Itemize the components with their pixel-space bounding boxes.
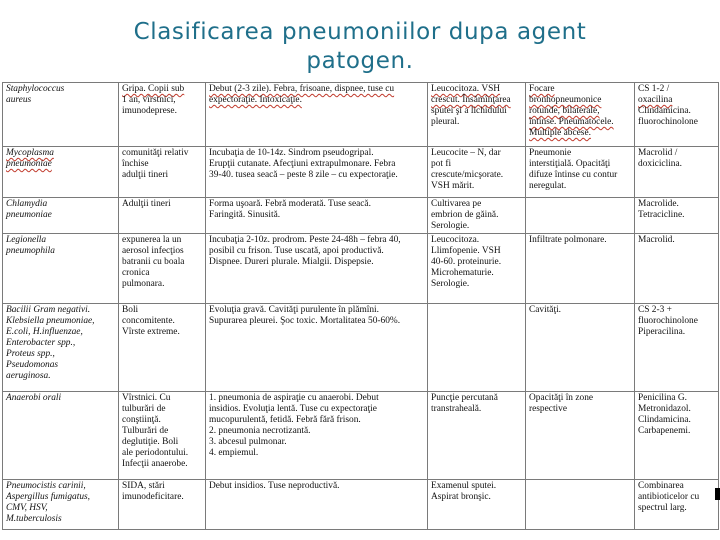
cell-line: rotunde, bilaterale, bbox=[529, 106, 600, 116]
cell-line: SIDA, stări bbox=[122, 481, 165, 491]
radiology-cell bbox=[526, 392, 635, 480]
cell-line: 39-40. tusea seacă – peste 8 zile – cu expectoraţie. bbox=[209, 170, 398, 180]
cell-line: Macrolide. bbox=[638, 199, 679, 209]
cell-line: Metronidazol. bbox=[638, 404, 691, 414]
radiology-cell bbox=[526, 83, 635, 147]
table-row bbox=[3, 304, 719, 392]
clinical-cell bbox=[206, 304, 428, 392]
cell-line: Legionella bbox=[6, 235, 47, 245]
cell-line: concomitente. bbox=[122, 316, 175, 326]
cell-line: Dispnee. Dureri plurale. Mialgii. Dispepsie. bbox=[209, 257, 374, 267]
cell-line: M.tuberculosis bbox=[6, 514, 62, 524]
cell-line: Vîrste extreme. bbox=[122, 327, 180, 337]
cell-line: CMV, HSV, bbox=[6, 503, 48, 513]
cell-line: aerosol infecţios bbox=[122, 246, 184, 256]
cell-line: 1 an, vîrstnici, bbox=[122, 95, 176, 105]
cell-line: interstiţială. Opacităţi bbox=[529, 159, 611, 169]
agent-cell bbox=[3, 198, 119, 234]
cell-line: ale periodontului. bbox=[122, 448, 189, 458]
cell-line: Supurarea pleurei. Şoc toxic. Mortalitatea 50-60%. bbox=[209, 316, 401, 326]
cell-line: antibioticelor cu bbox=[638, 492, 700, 502]
cell-line: pneumophila bbox=[6, 246, 55, 256]
cell-line: fluorochinolone bbox=[638, 316, 698, 326]
cell-line: Piperacilina. bbox=[638, 327, 686, 337]
risk-factors-cell bbox=[119, 392, 206, 480]
cell-line: Leucocitoza. bbox=[431, 235, 480, 245]
cell-line: Aspirat bronşic. bbox=[431, 492, 491, 502]
cell-line: Examenul sputei. bbox=[431, 481, 497, 491]
cell-line: comunităţi relativ bbox=[122, 148, 189, 158]
title-line-1: Clasificarea pneumoniilor dupa agent bbox=[133, 19, 587, 45]
cell-line: adulţii tineri bbox=[122, 170, 169, 180]
cell-line: Combinarea bbox=[638, 481, 684, 491]
cell-line: insidios. Evoluţia lentă. Tuse cu expectoraţie bbox=[209, 404, 377, 414]
risk-factors-cell bbox=[119, 198, 206, 234]
cell-line: Adulţii tineri bbox=[122, 199, 171, 209]
cell-line: Macrolid / bbox=[638, 148, 678, 158]
cell-line: Serologie. bbox=[431, 221, 470, 231]
agent-cell bbox=[3, 392, 119, 480]
table-row bbox=[3, 83, 719, 147]
cell-line: Penicilina G. bbox=[638, 393, 687, 403]
cell-line: neregulat. bbox=[529, 181, 567, 191]
cell-line: crescute/micşorate. bbox=[431, 170, 504, 180]
treatment-cell bbox=[635, 234, 719, 304]
cell-line: conştiinţă. bbox=[122, 415, 161, 425]
title-line-2: patogen. bbox=[306, 48, 414, 74]
cell-line: CS 1-2 / bbox=[638, 84, 670, 94]
lab-cell bbox=[428, 304, 526, 392]
cell-line: Opacităţi în zone bbox=[529, 393, 594, 403]
cell-line: Mycoplasma bbox=[6, 148, 54, 158]
cell-line: transtraheală. bbox=[431, 404, 482, 414]
classification-table bbox=[2, 82, 719, 530]
table-row bbox=[3, 392, 719, 480]
cell-line: 4. empiemul. bbox=[209, 448, 259, 458]
cell-line: Microhematurie. bbox=[431, 268, 494, 278]
radiology-cell bbox=[526, 304, 635, 392]
cell-line: Vîrstnici. Cu bbox=[122, 393, 171, 403]
slide-edge-marker bbox=[715, 488, 720, 500]
cell-line: sputei şi a lichidului bbox=[431, 106, 507, 116]
cell-line: Erupţii cutanate. Afecţiuni extrapulmonare. Febra bbox=[209, 159, 396, 169]
cell-line: pot fi bbox=[431, 159, 452, 169]
cell-line: Multiple abcese. bbox=[529, 128, 591, 138]
risk-factors-cell bbox=[119, 234, 206, 304]
cell-line: oxacilina bbox=[638, 95, 673, 105]
treatment-cell bbox=[635, 147, 719, 198]
cell-line: Forma uşoară. Febră moderată. Tuse seacă. bbox=[209, 199, 371, 209]
cell-line: Infiltrate polmonare. bbox=[529, 235, 607, 245]
cell-line: Clindamicina. bbox=[638, 415, 691, 425]
treatment-cell bbox=[635, 83, 719, 147]
cell-line: aureus bbox=[6, 95, 32, 105]
clinical-cell bbox=[206, 198, 428, 234]
table-row bbox=[3, 234, 719, 304]
cell-line: Carbapenemi. bbox=[638, 426, 691, 436]
agent-cell bbox=[3, 304, 119, 392]
cell-line: Llimfopenie. VSH bbox=[431, 246, 501, 256]
radiology-cell bbox=[526, 480, 635, 530]
cell-line: Incubaţia de 10-14z. Sindrom pseudogripal. bbox=[209, 148, 374, 158]
risk-factors-cell bbox=[119, 480, 206, 530]
cell-line: batranii cu boala bbox=[122, 257, 185, 267]
risk-factors-cell bbox=[119, 304, 206, 392]
cell-line: Puncţie percutană bbox=[431, 393, 498, 403]
cell-line: pneumoniae bbox=[6, 159, 52, 169]
cell-line: 2. pneumonia necrotizantă. bbox=[209, 426, 311, 436]
lab-cell bbox=[428, 392, 526, 480]
cell-line: Macrolid. bbox=[638, 235, 675, 245]
cell-line: mucopurulentă, fetidă. Febră fără frison. bbox=[209, 415, 361, 425]
radiology-cell bbox=[526, 198, 635, 234]
cell-line: deglutiţie. Boli bbox=[122, 437, 179, 447]
cell-line: Pneumonie bbox=[529, 148, 572, 158]
clinical-cell bbox=[206, 83, 428, 147]
agent-cell bbox=[3, 83, 119, 147]
lab-cell bbox=[428, 198, 526, 234]
cell-line: Staphylococcus bbox=[6, 84, 65, 94]
cell-line: Debut (2-3 zile). Febra, frisoane, dispnee, tuse cu bbox=[209, 84, 395, 94]
table-row bbox=[3, 147, 719, 198]
cell-line: Cultivarea pe bbox=[431, 199, 482, 209]
cell-line: tulburări de bbox=[122, 404, 166, 414]
cell-line: embrion de găină. bbox=[431, 210, 499, 220]
clinical-cell bbox=[206, 392, 428, 480]
cell-line: Enterobacter spp., bbox=[6, 338, 76, 348]
cell-line: Serologie. bbox=[431, 279, 470, 289]
cell-line: pneumoniae bbox=[6, 210, 52, 220]
treatment-cell bbox=[635, 392, 719, 480]
cell-line: imunodeprese. bbox=[122, 106, 177, 116]
agent-cell bbox=[3, 480, 119, 530]
risk-factors-cell bbox=[119, 147, 206, 198]
treatment-cell bbox=[635, 480, 719, 530]
cell-line: Focare bbox=[529, 84, 555, 94]
cell-line: crescut. Însămînţarea bbox=[431, 95, 511, 105]
cell-line: Klebsiella pneumoniae, bbox=[6, 316, 95, 326]
radiology-cell bbox=[526, 147, 635, 198]
cell-line: Bacilii Gram negativi. bbox=[6, 305, 91, 315]
cell-line: 1. pneumonia de aspiraţie cu anaerobi. Debut bbox=[209, 393, 379, 403]
risk-factors-cell bbox=[119, 83, 206, 147]
cell-line: pleural. bbox=[431, 117, 460, 127]
cell-line: E.coli, H.influenzae, bbox=[6, 327, 83, 337]
cell-line: fluorochinolone bbox=[638, 117, 698, 127]
cell-line: Leucocite – N, dar bbox=[431, 148, 501, 158]
agent-cell bbox=[3, 147, 119, 198]
cell-line: întinse. Pneumatocele. bbox=[529, 117, 614, 127]
cell-line: Clindamicina. bbox=[638, 106, 691, 116]
slide-title bbox=[0, 18, 720, 76]
clinical-cell bbox=[206, 234, 428, 304]
cell-line: Pseudomonas bbox=[6, 360, 59, 370]
treatment-cell bbox=[635, 304, 719, 392]
cell-line: CS 2-3 + bbox=[638, 305, 672, 315]
lab-cell bbox=[428, 147, 526, 198]
clinical-cell bbox=[206, 480, 428, 530]
table-row bbox=[3, 480, 719, 530]
cell-line: Pneumocistis carinii, bbox=[6, 481, 86, 491]
cell-line: spectrul larg. bbox=[638, 503, 687, 513]
table-body bbox=[3, 83, 719, 530]
table-row bbox=[3, 198, 719, 234]
cell-line: Chlamydia bbox=[6, 199, 48, 209]
radiology-cell bbox=[526, 234, 635, 304]
cell-line: Boli bbox=[122, 305, 139, 315]
lab-cell bbox=[428, 83, 526, 147]
cell-line: cronica bbox=[122, 268, 150, 278]
cell-line: aeruginosa. bbox=[6, 371, 51, 381]
cell-line: Leucocitoza. VSH bbox=[431, 84, 501, 94]
cell-line: Gripa. Copii sub bbox=[122, 84, 185, 94]
cell-line: expunerea la un bbox=[122, 235, 182, 245]
cell-line: Tetraciclinе. bbox=[638, 210, 685, 220]
cell-line: închise bbox=[122, 159, 149, 169]
cell-line: 40-60. proteinurie. bbox=[431, 257, 502, 267]
cell-line: Infecţii anaerobe. bbox=[122, 459, 188, 469]
cell-line: expectoraţie. Intoxicaţie. bbox=[209, 95, 302, 105]
cell-line: Faringită. Sinusită. bbox=[209, 210, 281, 220]
cell-line: Aspergillus fumigatus, bbox=[6, 492, 91, 502]
cell-line: VSH mărit. bbox=[431, 181, 475, 191]
clinical-cell bbox=[206, 147, 428, 198]
cell-line: posibil cu frison. Tuse uscată, apoi productivă. bbox=[209, 246, 384, 256]
cell-line: respective bbox=[529, 404, 567, 414]
cell-line: Tulburări de bbox=[122, 426, 169, 436]
cell-line: imunodeficitare. bbox=[122, 492, 184, 502]
cell-line: doxiciclina. bbox=[638, 159, 682, 169]
lab-cell bbox=[428, 234, 526, 304]
cell-line: Incubaţia 2-10z. prodrom. Peste 24-48h – febra 40, bbox=[209, 235, 401, 245]
treatment-cell bbox=[635, 198, 719, 234]
cell-line: Anaerobi orali bbox=[6, 393, 62, 403]
cell-line: difuze întinse cu contur bbox=[529, 170, 618, 180]
cell-line: Proteus spp., bbox=[6, 349, 55, 359]
cell-line: pulmonara. bbox=[122, 279, 165, 289]
cell-line: Cavităţi. bbox=[529, 305, 562, 315]
cell-line: bronhopneumonice bbox=[529, 95, 602, 105]
cell-line: Debut insidios. Tuse neproductivă. bbox=[209, 481, 340, 491]
cell-line: 3. abcesul pulmonar. bbox=[209, 437, 287, 447]
lab-cell bbox=[428, 480, 526, 530]
cell-line: Evoluţia gravă. Cavităţi purulente în plămîni. bbox=[209, 305, 380, 315]
agent-cell bbox=[3, 234, 119, 304]
